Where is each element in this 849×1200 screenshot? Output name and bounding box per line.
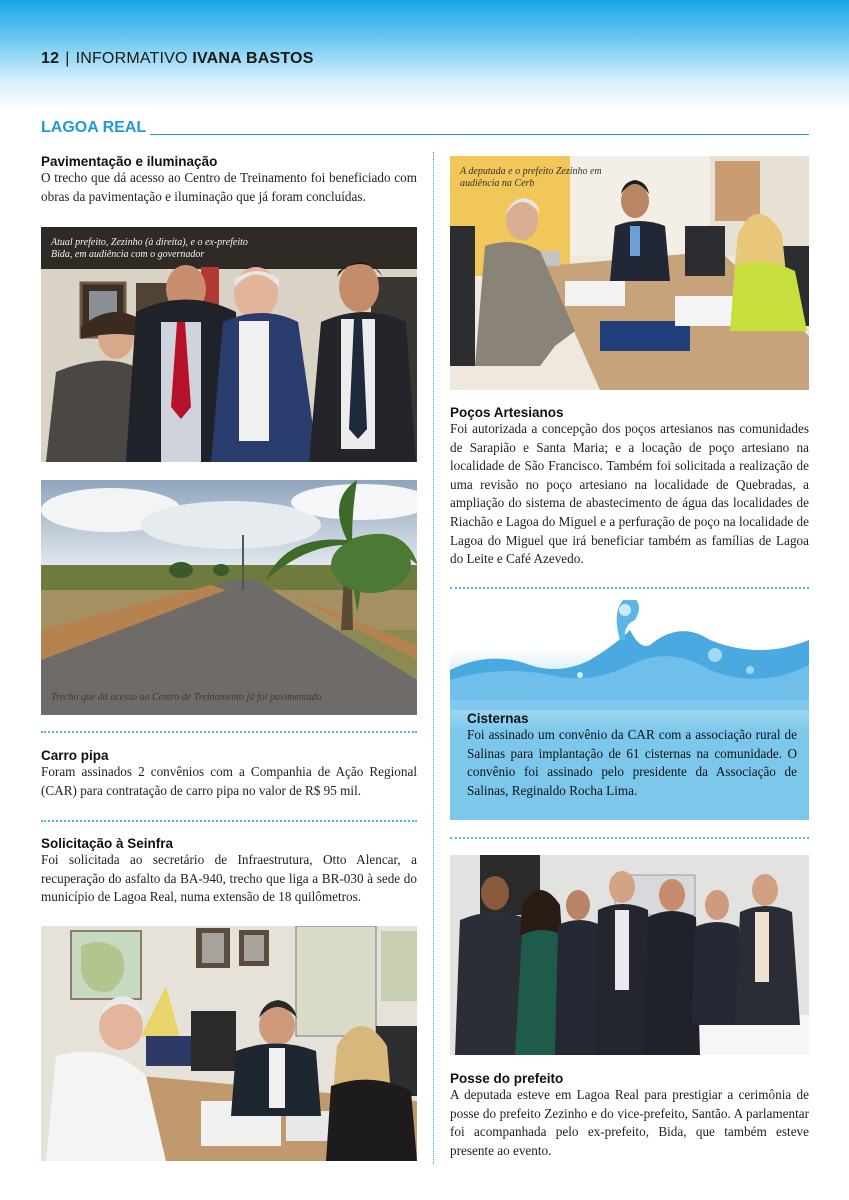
photo-road-caption: Trecho que dá acesso ao Centro de Treinamento já foi pavimentado <box>51 692 322 703</box>
article-cisternas <box>467 711 797 800</box>
article-pocos <box>450 405 809 569</box>
photo-posse <box>450 855 809 1055</box>
page-header <box>41 50 314 68</box>
section-title: LAGOA REAL <box>41 119 147 136</box>
article-carro-pipa <box>41 748 417 800</box>
carro-pipa-heading: Carro pipa <box>41 748 109 763</box>
section-title-rule <box>150 134 809 135</box>
photo-cerb-meeting <box>450 156 809 390</box>
divider-right-1 <box>450 587 809 589</box>
column-divider <box>433 152 434 1164</box>
photo-governor-caption: Atual prefeito, Zezinho (à direita), e o ex-prefeito Bida, em audiência com o governador <box>51 237 248 260</box>
posse-body: A deputada esteve em Lagoa Real para prestigiar a cerimônia de posse do prefeito Zezinho e do vice-prefeito, Santão. A parlamentar foi acompanhada pelo ex-prefeito, Bida, que também esteve presente ao evento. <box>450 1087 809 1158</box>
divider-left-1 <box>41 731 417 733</box>
posse-heading: Posse do prefeito <box>450 1071 564 1086</box>
header-separator: | <box>65 50 70 67</box>
article-posse <box>450 1071 809 1160</box>
photo-governor-meeting <box>41 227 417 462</box>
pavimentacao-heading: Pavimentação e iluminação <box>41 154 218 169</box>
divider-right-2 <box>450 837 809 839</box>
publication-name: INFORMATIVO <box>75 50 188 67</box>
pocos-body: Foi autorizada a concepção dos poços artesianos nas comunidades de Sarapião e Santa Maria; e a locação de poço artesiano na localidade de São Francisco. Também foi solicitada a realização de uma revisão no poço artesiano na localidade de Quebradas, a ampliação do sistema de abastecimento de água das localidades de Riachão e Lagoa do Miguel e a perfuração de poço na localidade de Lagoa do Miguel que irá beneficiar também as famílias de Lagoa do Leite e Café Azevedo. <box>450 421 809 567</box>
photo-seinfra-image <box>41 926 417 1161</box>
photo-road <box>41 480 417 715</box>
cisternas-body: Foi assinado um convênio da CAR com a associação rural de Salinas para implantação de 61 cisternas na comunidade. O convênio foi assinado pelo presidente da Associação de Salinas, Reginaldo Rocha Lima. <box>467 727 797 798</box>
article-seinfra <box>41 836 417 907</box>
photo-cerb-image <box>450 156 809 390</box>
photo-seinfra-meeting <box>41 926 417 1161</box>
seinfra-body: Foi solicitada ao secretário de Infraestrutura, Otto Alencar, a recuperação do asfalto da BA-940, trecho que liga a BR-030 à sede do município de Lagoa Real, numa extensão de 18 quilômetros. <box>41 852 417 905</box>
publication-name-bold: IVANA BASTOS <box>192 50 314 67</box>
photo-road-image <box>41 480 417 715</box>
photo-posse-image <box>450 855 809 1055</box>
page-number: 12 <box>41 50 60 67</box>
article-pavimentacao <box>41 154 417 206</box>
pavimentacao-body: O trecho que dá acesso ao Centro de Treinamento foi beneficiado com obras da pavimentação e iluminação que já foram concluídas. <box>41 170 417 204</box>
divider-left-2 <box>41 820 417 822</box>
photo-cerb-caption: A deputada e o prefeito Zezinho em audiência na Cerb <box>460 166 602 189</box>
photo-governor-image <box>41 227 417 462</box>
carro-pipa-body: Foram assinados 2 convênios com a Companhia de Ação Regional (CAR) para contratação de carro pipa no valor de R$ 95 mil. <box>41 764 417 798</box>
cisternas-heading: Cisternas <box>467 711 529 726</box>
pocos-heading: Poços Artesianos <box>450 405 564 420</box>
seinfra-heading: Solicitação à Seinfra <box>41 836 174 851</box>
